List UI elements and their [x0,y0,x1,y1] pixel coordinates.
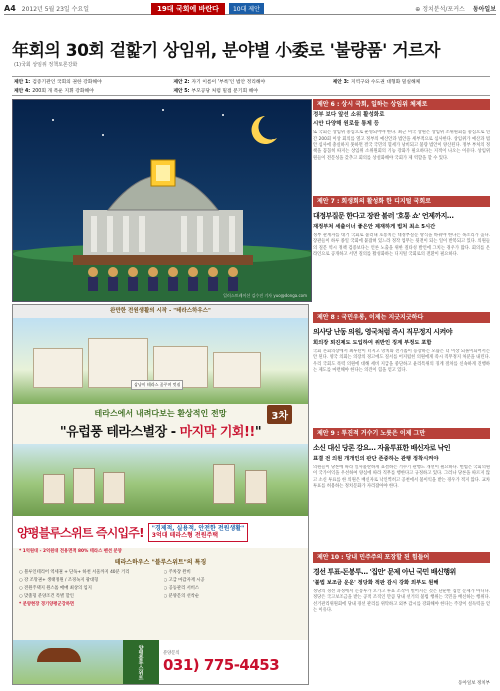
ad-feature: ○ 맞춤형 분양조건 특별 할인 [19,594,74,599]
section-tag: 10대 제안 [229,3,264,14]
ad-bottom [13,640,308,684]
ad-photo-caption: 삼냥이 테라스 꿈꾸며 멋짐 [131,380,183,390]
proposal-item: 제안 2: 자기 이름이 '부록'인 법안 정리해야 [173,80,266,85]
illustration-credit: 일러스트레이션 김수진 기자 yuo@donga.com [223,293,307,298]
ad-promo-box: "경제적, 실용적, 안전한 전원생활" 3억대 테라스형 전원주택 [148,523,248,542]
proposal-8-subhead: 회의장 퇴진제도 도입하여 위반인 징계 부정도 포함 [313,340,432,346]
article-proposal-10 [313,552,490,653]
article-proposal-7 [313,196,490,289]
proposal-7-body: 정부 관계자를 대거 국회로 불러내 호통치는 대정부질문 방식을 바꿔야 한다는 목소리가 높다. 장관들이 하루 종일 국회에 붙잡혀 있느라 정작 업무는 뒷전이 되는 일이 반복되고 있다. 의원들의 질문 역시 정책 검증보다는 언론 노출을 위한 질타성 발언에 그치는 경우가 많다. 회의를 온라인으로 공개하고 서면 질의를 활성화하는 디지털 국회로의 전환이 필요하다. [313,232,490,257]
proposal-8-headline: 의사당 난동 의원, 영국처럼 즉시 직무정지 시켜야 [313,328,453,336]
proposal-item: 제안 5: 부모공당 처럼 밀접 분기회 해야 [173,89,258,94]
article-proposal-8 [313,312,490,405]
section-title: 19대 국회에 바란다 [151,3,225,15]
proposal-strip [12,76,490,96]
ad-subhead: 테라스에서 내려다보는 환상적인 전망 [94,409,227,418]
ad-feature: ○ 고급 마감자재 시공 [163,578,205,583]
ad-project-name: 양평블루스위트 즉시입주! [17,525,144,540]
ad-feature: ○ 강 조망권+ 생태정원 / 조경녹지 광대형 [19,578,99,583]
proposal-7-subhead: 재정부처 세출이너 좋은안 제재하게 법처 최소 5시간 [313,224,436,230]
proposal-10-body: 정당의 경선 과정에서 돈봉투가 오가고 투표 조작이 벌어지는 것은 단순한 집안 문제가 아니다. 정당은 국고보조금을 받는 공적 조직인 만큼 당내 선거의 불법 행위는 국민을 배신하는 행위다. 선거관리위원회에 당내 경선 관리를 위탁하고 외부 감시를 강화해야 한다는 주장이 설득력을 얻는 이유다. [313,588,490,613]
ad-contact [159,640,308,684]
proposal-6-subhead: 정부 보다 앞선 소위 활성화로 [313,112,385,118]
ad-feature: ○ 분양문의 선착순 [163,594,200,599]
proposal-10-headline: 경선 투표-돈봉투… '집안' 문제 아닌 국민 배신행위 [313,568,456,576]
proposal-6-body: 또 국회는 상임위 중심으로 운영되어야 한다. 최근 미국 상원은 상임위 소위원회를 중심으로 연간 200회 이상 회의를 열고 정부의 예산안과 법안을 세부적으로 심사한다. 상임위가 예산과 법안 심사에 충실하지 못하면 결국 국민의 혈세가 낭비되고 불량 법안이 양산된다. 정부 부처의 정책을 꼼꼼히 따지는 상임위 소위원회의 기능 강화가 필요하다는 지적이 나오는 이유다. 상임위원들이 전문성을 갖추고 회의를 상설화해야 국회가 제 역할을 할 수 있다. [313,130,490,161]
ad-price-line: * 1억원대 - 2억원대 전용면적 80% 테라스 펜션 분양 [19,549,122,554]
proposal-9-bar: 제안 9 : 투진적 거수기 노릇은 이제 그만 [313,428,490,439]
proposal-8-bar: 제안 8 : 국민우롱, 이제는 지긋지긋하다 [313,312,490,323]
ad-promo-band [13,516,308,548]
proposal-item: 제안 1: 검증기관인 국회의 권한 강화해야 [14,80,102,85]
moon-icon [252,116,277,144]
proposal-9-headline: 소신 대신 당론 강요… 자율투표한 배신자로 낙인 [313,444,451,452]
header-right [415,4,496,13]
ad-contact-label: 분양문의 [163,651,180,656]
issue-date: 2012년 5월 23일 수요일 [21,6,89,13]
proposal-6-subhead-2: 시안 다양해 원로들 통제 등 [313,121,380,128]
proposal-10-subhead: '불법 보조금 운운' 정당화 적판 감시 강화 외부도 원해 [313,580,439,586]
ad-feature: ○ 블루인테리어 역세권 + 단독+ 하천 서울까지 40분 거리 [19,570,130,575]
ad-photo-garden [13,444,308,516]
header-link[interactable]: ⊕ 정치분석/포커스 [415,6,465,13]
proposal-8-body: 국회 본회의장에서 최루탄이 터지고 망치와 전기톱이 등장하는 모습은 더 이상 되풀이되어서는 안 된다. 영국 의회는 의장의 경고에도 질서를 어지럽힌 의원에게 즉시 직무정지 처분을 내린다. 우리 국회도 폭력 의원에 대해 세비 지급을 중단하고 윤리특위의 징계 절차를 신속하게 진행하는 제도를 마련해야 한다는 의견이 힘을 얻고 있다. [313,348,490,373]
ad-feature: ○ 주차장 완비 [163,570,191,575]
assembly-illustration-svg [13,100,312,302]
proposal-7-headline: 대정부질문 한다고 장관 불러 '호통 쇼' 언제까지… [313,212,454,220]
ad-feature: ○ 공동관리 서비스 [163,586,200,591]
newspaper-brand: 동아일보 [472,6,496,13]
proposal-9-subhead: 표결 전 의원 개개인의 판단 존중하는 관행 정착시켜야 [313,456,439,462]
proposal-6-bar: 제안 6 : 상시 국회, 일하는 상임위 체제로 [313,99,490,110]
ad-feature: ○ 전원주택지 원스톱 매매 최상의 입지 [19,586,92,591]
proposal-10-bar: 제안 10 : 당내 민주주의 포장할 된 힘들어 [313,552,490,563]
proposal-item [333,88,488,93]
real-estate-advertisement [12,304,309,685]
proposal-7-bar: 제안 7 : 회생회의 활성화 한 디지털 국회로 [313,196,490,207]
page-header-bar [4,3,496,15]
proposal-9-body: 의원들이 당론에 따라 일사불란하게 표결하는 거수기 관행도 개선이 필요하다. 헌법은 국회의원이 국가이익을 우선하여 양심에 따라 직무를 행한다고 규정하고 있다. 그러나 당론을 따르지 않고 소신 투표를 한 의원은 배신자로 낙인찍히고 공천에서 불이익을 받는 경우가 적지 않다. 교차투표를 허용하는 정치문화가 자리잡아야 한다. [313,464,490,489]
article-proposal-6 [313,99,490,200]
proposal-item: 제안 3: 지역구와 수도권 대형화 밀실해체 [332,80,421,85]
ad-photo-umbrella [13,640,123,684]
ad-features [13,567,308,609]
ad-phase-badge: 3차 [267,405,292,424]
ad-top-line: 완만한 전원생활의 시작 - "테라스하우스" [13,305,308,318]
main-headline: 年회의 30회 겉핥기 상임위, 분야별 小委로 '불량품' 거르자 [12,41,440,61]
series-label: (1)국회 상임위 정책토론강화 [14,62,78,68]
ad-site-location: * 분양현장 경기양평군강하면 [19,602,75,607]
page-number: A4 [4,4,16,13]
ad-main-head-highlight: 마지막 기회!! [179,425,255,440]
ad-features-title: 테라스하우스 "블루스위트"의 특징 [114,559,207,566]
ad-phone-number[interactable]: 031) 775-4453 [163,656,280,674]
proposal-item: 제안 4: 200회 개 폭운 지휘 강화해야 [14,89,94,94]
article-footer: 동아일보 정치부 [458,681,490,686]
article-proposal-9 [313,428,490,529]
illustration-assembly [12,99,312,302]
ad-logo: 양평블루스위트 [123,640,159,684]
ad-main-head: "유럽풍 테라스별장 - 마지막 기회!!" [59,425,262,440]
ad-photo-terrace [13,318,308,404]
